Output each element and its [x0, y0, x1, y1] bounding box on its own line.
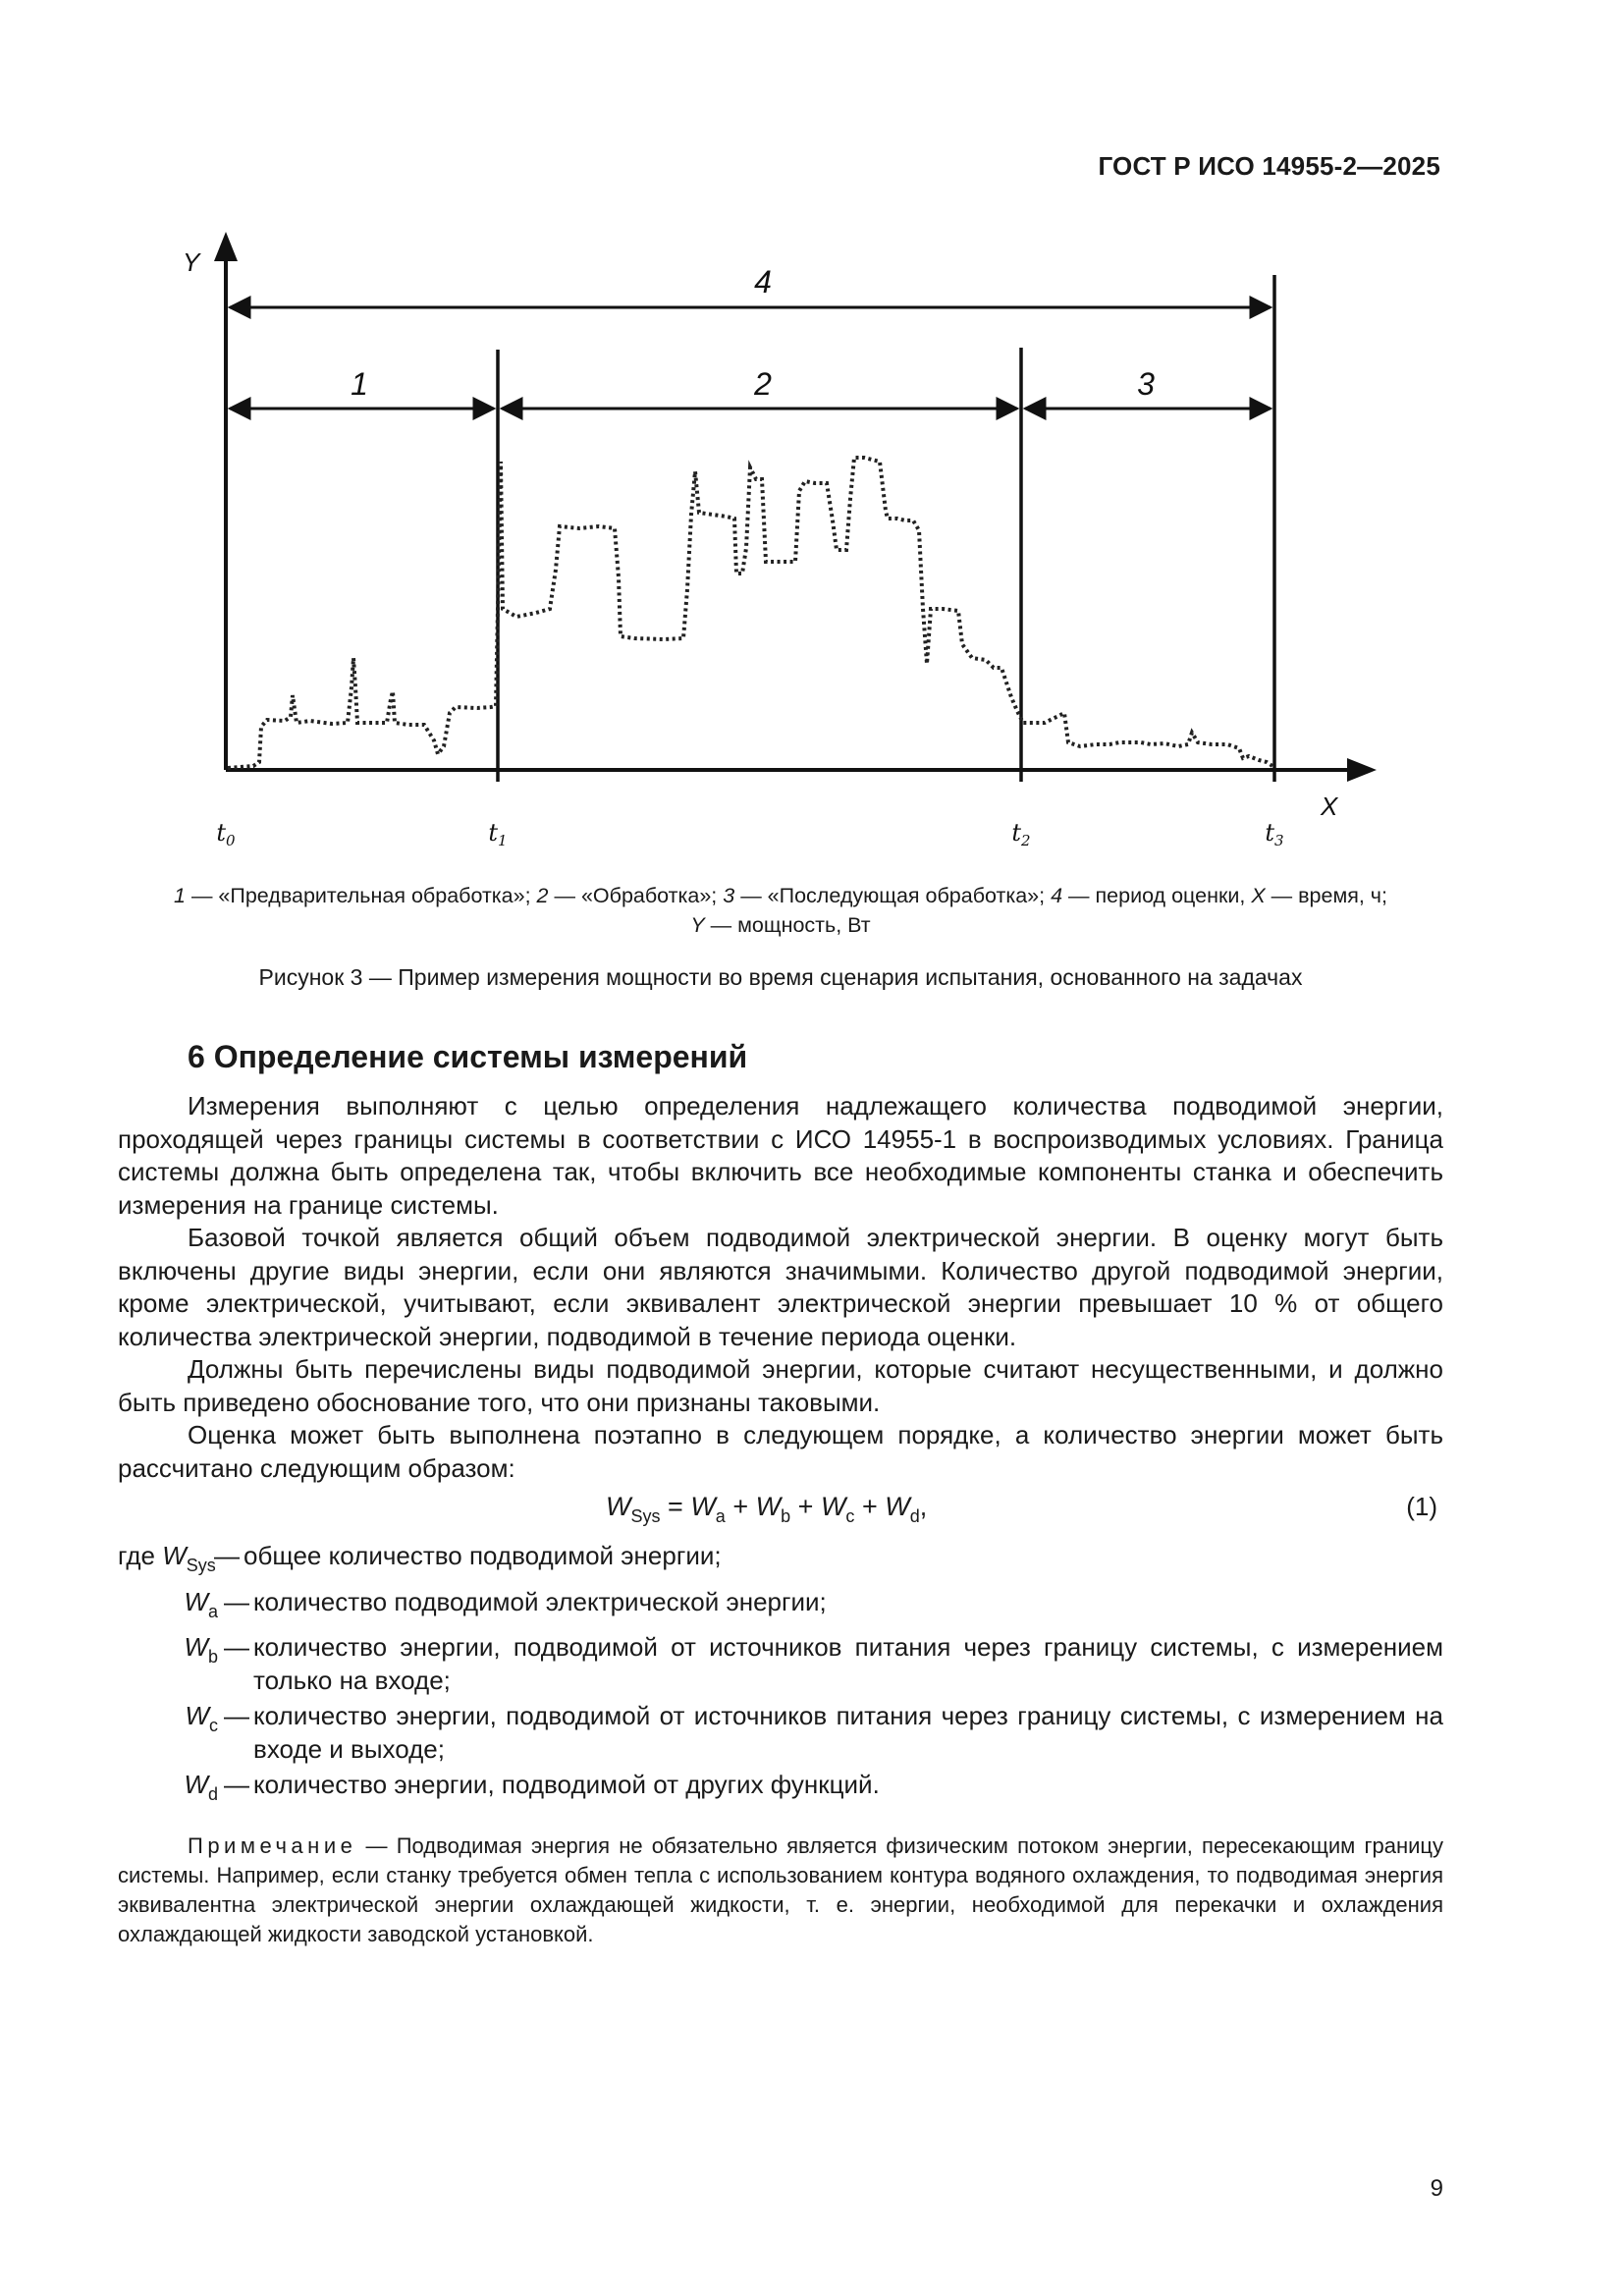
period-3-label: 3 — [1137, 366, 1155, 402]
note — [118, 1831, 1443, 1949]
formula-term-d: $W_d$ — [885, 1492, 920, 1526]
formula-plus: + — [861, 1492, 878, 1521]
period-2-label: 2 — [754, 366, 772, 402]
formula — [606, 1491, 927, 1534]
section-title: 6 Определение системы измерений — [188, 1039, 748, 1074]
legend-line-2 — [118, 910, 1443, 940]
formula-plus: + — [732, 1492, 749, 1521]
definition-dash: — — [224, 1701, 249, 1730]
formula-term-a: $W_a$ — [690, 1492, 726, 1526]
y-axis-arrow-icon — [214, 232, 238, 261]
time-mark-t0: $t_0$ — [216, 819, 236, 849]
note-label: Примечание — [188, 1832, 357, 1858]
legend-line-1 — [118, 881, 1443, 910]
time-mark-t3: $t_3$ — [1265, 819, 1284, 849]
document-header: ГОСТ Р ИСО 14955-2—2025 — [1098, 151, 1440, 181]
time-mark-t2: $t_2$ — [1011, 819, 1031, 849]
figure-legend — [118, 881, 1443, 940]
formula-plus: + — [797, 1492, 814, 1521]
definition-text: количество энергии, подводимой от источников питания через границу системы, с измерением на входе и выходе; — [253, 1701, 1443, 1764]
definition-item — [118, 1769, 1443, 1812]
formula-equals: = — [668, 1492, 683, 1521]
definitions-list — [118, 1540, 1443, 1812]
time-mark-t1: $t_1$ — [488, 819, 508, 849]
definition-item — [118, 1540, 1443, 1583]
paragraph: Оценка может быть выполнена поэтапно в следующем порядке, а количество энергии может быть рассчитано следующим образом: — [118, 1420, 1443, 1483]
definition-symbol: $W_b$ — [184, 1632, 218, 1667]
x-axis-arrow-icon — [1347, 758, 1377, 782]
definition-text: количество энергии, подводимой от других функций. — [253, 1770, 880, 1799]
definitions-lead-word: где — [118, 1541, 155, 1570]
formula-number: (1) — [1406, 1492, 1437, 1521]
page-number: 9 — [1430, 2175, 1443, 2202]
legend-text: — «Обработка»; — [548, 884, 724, 907]
figure-caption: Рисунок 3 — Пример измерения мощности во время сценария испытания, основанного на задачах — [258, 964, 1303, 990]
formula-row — [118, 1487, 1443, 1530]
note-text: — Подводимая энергия не обязательно является физическим потоком энергии, пересекающим границу системы. Например, если станку требуется обмен тепла с использованием контура водяного охлаждения, то подводимая энергия эквивалентна электрической энергии охлаждающей жидкости, т. е. энергии, необходимой для перекачки и охлаждения охлаждающей жидкости заводской установкой. — [118, 1832, 1443, 1946]
definition-item — [118, 1586, 1443, 1629]
legend-key-1: 1 — [174, 884, 186, 907]
definition-symbol: $W_a$ — [184, 1586, 218, 1621]
definition-symbol: $W_c$ — [185, 1701, 218, 1735]
definition-item — [118, 1631, 1443, 1697]
legend-text: — период оценки, — [1062, 884, 1252, 907]
legend-key-3: 3 — [723, 884, 735, 907]
definition-text: общее количество подводимой энергии; — [243, 1541, 722, 1570]
legend-key-y: Y — [690, 913, 705, 937]
body-text — [118, 1090, 1443, 1971]
definition-symbol: $W_d$ — [184, 1770, 218, 1804]
legend-text: — мощность, Вт — [704, 913, 871, 937]
formula-term-c: $W_c$ — [820, 1492, 855, 1526]
definition-text: количество энергии, подводимой от источников питания через границу системы, с измерением только на входе; — [253, 1632, 1443, 1695]
power-trace — [228, 458, 1272, 768]
formula-term-b: $W_b$ — [755, 1492, 791, 1526]
definition-text: количество подводимой электрической энергии; — [253, 1586, 827, 1616]
legend-text: — «Последующая обработка»; — [734, 884, 1052, 907]
definition-dash: — — [224, 1770, 249, 1799]
legend-text: — «Предварительная обработка»; — [185, 884, 537, 907]
definition-dash: — — [224, 1586, 249, 1616]
legend-text: — время, ч; — [1265, 884, 1387, 907]
power-measurement-figure — [0, 0, 1623, 864]
definition-item — [118, 1700, 1443, 1766]
definition-dash: — — [214, 1541, 240, 1570]
legend-key-4: 4 — [1051, 884, 1063, 907]
x-axis-label: X — [1321, 792, 1338, 821]
formula-lhs: $W_{Sys}$ — [606, 1492, 661, 1526]
formula-trailing: , — [919, 1492, 928, 1521]
paragraph: Измерения выполняют с целью определения надлежащего количества подводимой энергии, проходящей через границы системы в соответствии с ИСО 14955-1 в воспроизводимых условиях. Граница системы должна быть определена так, чтобы включить все необходимые компоненты станка и обеспечить измерения на границе системы. — [118, 1091, 1443, 1220]
paragraph: Базовой точкой является общий объем подводимой электрической энергии. В оценку могут быть включены другие виды энергии, если они являются значимыми. Количество другой подводимой энергии, кроме электрической, учитывают, если эквивалент электрической энергии превышает 10 % от общего количества электрической энергии, подводимой в течение периода оценки. — [118, 1223, 1443, 1351]
y-axis-label: Y — [183, 247, 200, 277]
period-4-label: 4 — [754, 264, 772, 300]
legend-key-x: X — [1251, 884, 1266, 907]
definition-dash: — — [224, 1632, 249, 1662]
definition-symbol: $W_{Sys}$ — [162, 1541, 216, 1575]
paragraph: Должны быть перечислены виды подводимой энергии, которые считают несущественными, и должно быть приведено обоснование того, что они признаны таковыми. — [118, 1354, 1443, 1417]
period-1-label: 1 — [351, 366, 368, 402]
legend-key-2: 2 — [536, 884, 549, 907]
